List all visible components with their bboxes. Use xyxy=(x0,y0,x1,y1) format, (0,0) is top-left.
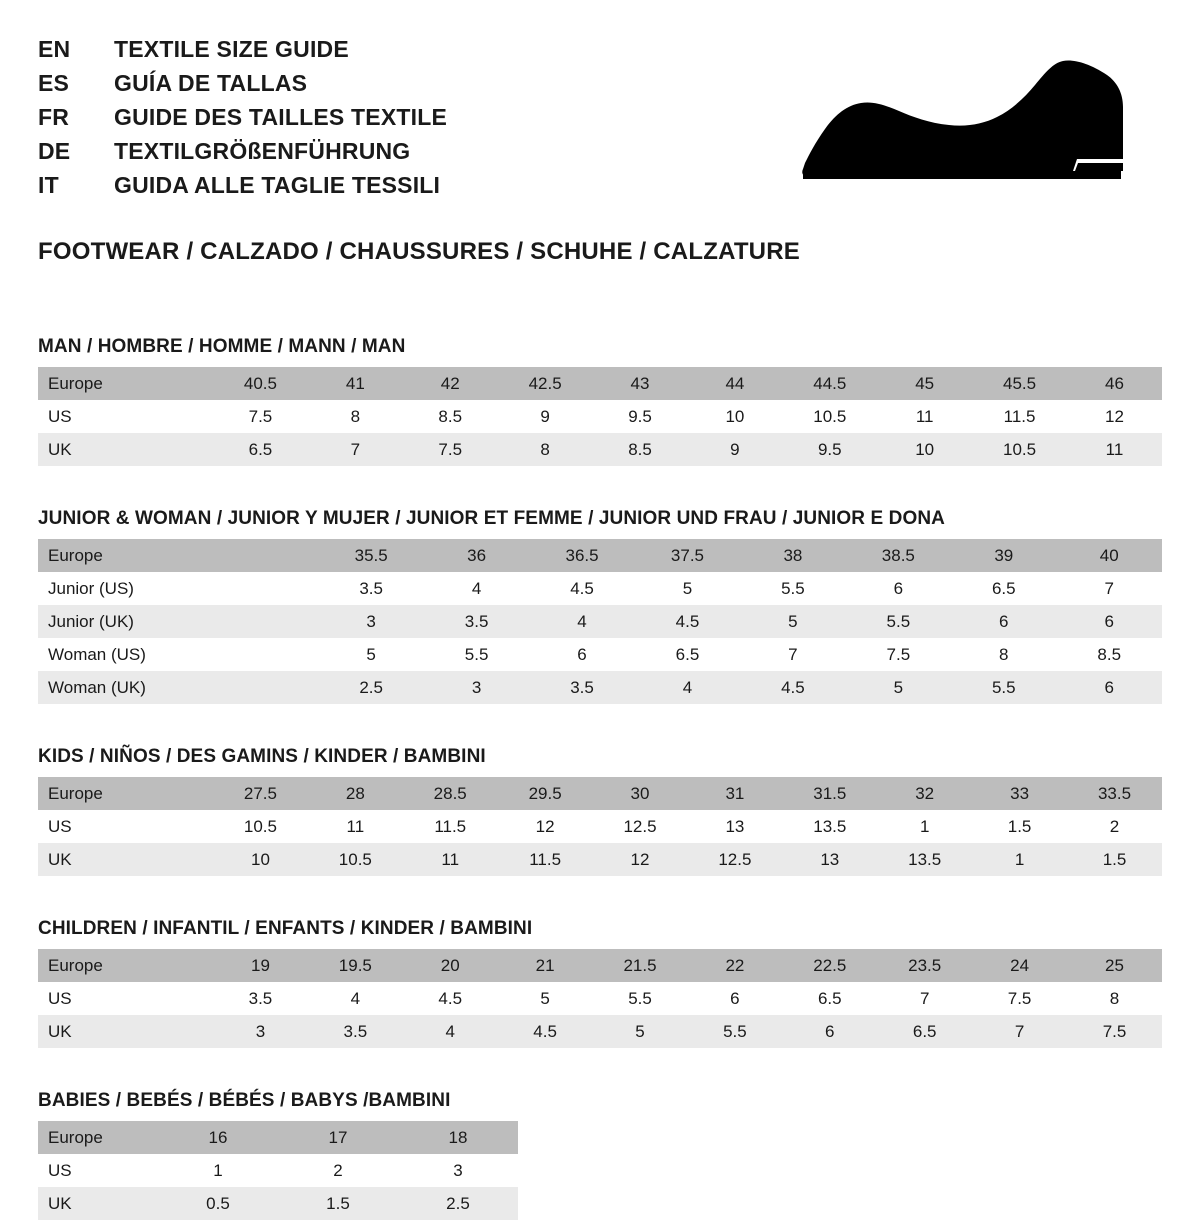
table-row xyxy=(38,433,1162,466)
language-title: GUÍA DE TALLAS xyxy=(114,70,308,96)
size-cell: 4 xyxy=(424,572,529,605)
size-cell: 40 xyxy=(1057,539,1163,572)
size-cell: 33.5 xyxy=(1067,777,1162,810)
row-label: UK xyxy=(38,1187,158,1220)
size-cell: 4 xyxy=(529,605,634,638)
size-table xyxy=(38,949,1162,1048)
table-row xyxy=(38,671,1162,704)
size-section-title: CHILDREN / INFANTIL / ENFANTS / KINDER / BAMBINI xyxy=(38,918,533,939)
size-cell: 6 xyxy=(529,638,634,671)
language-row xyxy=(38,36,447,63)
size-table xyxy=(38,777,1162,876)
row-label: Europe xyxy=(38,949,213,982)
size-cell: 3 xyxy=(398,1154,518,1187)
row-label: UK xyxy=(38,843,213,876)
size-cell: 44.5 xyxy=(782,367,877,400)
table-row xyxy=(38,1154,518,1187)
size-cell: 8.5 xyxy=(1057,638,1163,671)
language-code: ES xyxy=(38,70,70,96)
size-cell: 6.5 xyxy=(213,433,308,466)
table-row xyxy=(38,1121,518,1154)
size-cell: 6.5 xyxy=(782,982,877,1015)
size-cell: 13 xyxy=(687,810,782,843)
size-cell: 4 xyxy=(635,671,740,704)
row-label: UK xyxy=(38,1015,213,1048)
size-cell: 12 xyxy=(1067,400,1162,433)
size-cell: 44 xyxy=(687,367,782,400)
size-cell: 5 xyxy=(740,605,845,638)
size-cell: 1 xyxy=(158,1154,278,1187)
size-cell: 24 xyxy=(972,949,1067,982)
size-cell: 3.5 xyxy=(213,982,308,1015)
size-cell: 4.5 xyxy=(403,982,498,1015)
size-cell: 10 xyxy=(213,843,308,876)
size-cell: 39 xyxy=(951,539,1056,572)
language-row xyxy=(38,172,447,199)
row-label: US xyxy=(38,982,213,1015)
size-cell: 42.5 xyxy=(498,367,593,400)
size-cell: 31 xyxy=(687,777,782,810)
size-cell: 2.5 xyxy=(318,671,423,704)
row-label: Junior (UK) xyxy=(38,605,213,638)
size-cell: 40.5 xyxy=(213,367,308,400)
size-cell: 5.5 xyxy=(951,671,1056,704)
language-code: IT xyxy=(38,172,59,198)
size-cell: 12 xyxy=(498,810,593,843)
row-label: Europe xyxy=(38,539,213,572)
size-cell: 22 xyxy=(687,949,782,982)
size-cell: 10.5 xyxy=(213,810,308,843)
size-cell: 1.5 xyxy=(278,1187,398,1220)
table-row xyxy=(38,843,1162,876)
table-row xyxy=(38,539,1162,572)
table-row xyxy=(38,638,1162,671)
size-cell: 11 xyxy=(1067,433,1162,466)
size-cell: 45.5 xyxy=(972,367,1067,400)
size-cell: 3.5 xyxy=(308,1015,403,1048)
category-title: FOOTWEAR / CALZADO / CHAUSSURES / SCHUHE / CALZATURE xyxy=(38,238,800,265)
language-title: GUIDE DES TAILLES TEXTILE xyxy=(114,104,447,130)
size-table xyxy=(38,1121,518,1220)
size-cell: 5.5 xyxy=(687,1015,782,1048)
size-cell: 29.5 xyxy=(498,777,593,810)
size-cell: 5.5 xyxy=(740,572,845,605)
size-cell: 19 xyxy=(213,949,308,982)
language-title-list xyxy=(38,30,447,199)
table-row xyxy=(38,367,1162,400)
size-section-title: MAN / HOMBRE / HOMME / MANN / MAN xyxy=(38,336,406,357)
size-cell: 19.5 xyxy=(308,949,403,982)
size-cell: 13.5 xyxy=(782,810,877,843)
table-row xyxy=(38,777,1162,810)
size-cell: 33 xyxy=(972,777,1067,810)
size-cell: 35.5 xyxy=(318,539,423,572)
size-cell: 32 xyxy=(877,777,972,810)
size-cell: 12.5 xyxy=(687,843,782,876)
row-label: Europe xyxy=(38,367,213,400)
size-section-title: BABIES / BEBÉS / BÉBÉS / BABYS /BAMBINI xyxy=(38,1090,451,1111)
size-cell: 1.5 xyxy=(972,810,1067,843)
size-cell: 38 xyxy=(740,539,845,572)
size-cell: 6.5 xyxy=(635,638,740,671)
size-cell: 5 xyxy=(846,671,951,704)
size-cell: 4.5 xyxy=(740,671,845,704)
row-label: US xyxy=(38,810,213,843)
size-cell: 8 xyxy=(498,433,593,466)
size-cell: 4.5 xyxy=(529,572,634,605)
size-cell: 12.5 xyxy=(593,810,688,843)
size-cell: 18 xyxy=(398,1121,518,1154)
size-cell: 7 xyxy=(972,1015,1067,1048)
size-cell: 6 xyxy=(687,982,782,1015)
size-cell: 10.5 xyxy=(972,433,1067,466)
table-row xyxy=(38,605,1162,638)
size-cell: 1 xyxy=(972,843,1067,876)
size-cell xyxy=(213,605,318,638)
table-row xyxy=(38,982,1162,1015)
size-cell: 8.5 xyxy=(403,400,498,433)
language-code: DE xyxy=(38,138,71,164)
size-cell: 4 xyxy=(308,982,403,1015)
size-cell: 5.5 xyxy=(593,982,688,1015)
size-tables-container xyxy=(38,336,1162,1220)
size-cell: 11.5 xyxy=(498,843,593,876)
size-cell: 45 xyxy=(877,367,972,400)
size-cell: 21 xyxy=(498,949,593,982)
size-cell: 25 xyxy=(1067,949,1162,982)
size-cell: 28 xyxy=(308,777,403,810)
table-row xyxy=(38,949,1162,982)
size-cell: 7 xyxy=(308,433,403,466)
row-label: Junior (US) xyxy=(38,572,213,605)
size-cell: 3.5 xyxy=(318,572,423,605)
size-cell: 4.5 xyxy=(635,605,740,638)
size-section xyxy=(38,1090,1162,1220)
size-cell: 2 xyxy=(1067,810,1162,843)
size-cell: 30 xyxy=(593,777,688,810)
size-cell: 8.5 xyxy=(593,433,688,466)
row-label: UK xyxy=(38,433,213,466)
size-cell: 46 xyxy=(1067,367,1162,400)
size-cell: 5 xyxy=(318,638,423,671)
row-label: US xyxy=(38,1154,158,1187)
size-cell: 37.5 xyxy=(635,539,740,572)
size-cell: 23.5 xyxy=(877,949,972,982)
size-cell: 7.5 xyxy=(1067,1015,1162,1048)
size-cell: 11.5 xyxy=(403,810,498,843)
size-section xyxy=(38,918,1162,1048)
size-section xyxy=(38,508,1162,704)
size-cell: 16 xyxy=(158,1121,278,1154)
size-cell: 1 xyxy=(877,810,972,843)
size-cell: 4 xyxy=(403,1015,498,1048)
size-cell: 3 xyxy=(318,605,423,638)
dress-shoe-icon xyxy=(772,44,1132,204)
size-cell: 8 xyxy=(951,638,1056,671)
page-header xyxy=(38,30,1162,204)
language-title: GUIDA ALLE TAGLIE TESSILI xyxy=(114,172,441,198)
size-cell: 7 xyxy=(740,638,845,671)
size-cell: 6 xyxy=(951,605,1056,638)
row-label: Europe xyxy=(38,1121,158,1154)
size-cell: 2.5 xyxy=(398,1187,518,1220)
size-cell: 6.5 xyxy=(877,1015,972,1048)
size-cell: 42 xyxy=(403,367,498,400)
size-cell: 43 xyxy=(593,367,688,400)
size-section xyxy=(38,336,1162,466)
size-cell: 9 xyxy=(687,433,782,466)
size-cell: 3.5 xyxy=(529,671,634,704)
size-cell: 17 xyxy=(278,1121,398,1154)
size-cell: 31.5 xyxy=(782,777,877,810)
table-row xyxy=(38,810,1162,843)
size-cell: 11.5 xyxy=(972,400,1067,433)
size-cell xyxy=(213,638,318,671)
size-cell: 11 xyxy=(877,400,972,433)
size-cell: 10.5 xyxy=(308,843,403,876)
row-label: Woman (UK) xyxy=(38,671,213,704)
size-cell: 13.5 xyxy=(877,843,972,876)
size-section-title: KIDS / NIÑOS / DES GAMINS / KINDER / BAMBINI xyxy=(38,746,486,767)
size-cell: 6 xyxy=(1057,671,1163,704)
language-row xyxy=(38,104,447,131)
size-cell: 5 xyxy=(635,572,740,605)
size-cell: 38.5 xyxy=(846,539,951,572)
language-title: TEXTILE SIZE GUIDE xyxy=(114,36,349,62)
size-cell: 20 xyxy=(403,949,498,982)
size-cell: 7.5 xyxy=(846,638,951,671)
size-cell: 2 xyxy=(278,1154,398,1187)
size-cell: 7 xyxy=(1057,572,1163,605)
size-cell xyxy=(213,671,318,704)
size-cell: 6.5 xyxy=(951,572,1056,605)
row-label: Europe xyxy=(38,777,213,810)
size-cell: 10 xyxy=(687,400,782,433)
size-cell: 8 xyxy=(1067,982,1162,1015)
size-cell: 7.5 xyxy=(403,433,498,466)
size-cell: 9.5 xyxy=(593,400,688,433)
size-cell: 11 xyxy=(308,810,403,843)
size-cell: 5.5 xyxy=(846,605,951,638)
size-cell xyxy=(213,572,318,605)
size-cell: 5.5 xyxy=(424,638,529,671)
size-cell: 41 xyxy=(308,367,403,400)
size-cell: 7.5 xyxy=(972,982,1067,1015)
row-label: Woman (US) xyxy=(38,638,213,671)
size-cell: 21.5 xyxy=(593,949,688,982)
size-cell: 12 xyxy=(593,843,688,876)
size-table xyxy=(38,367,1162,466)
size-cell: 10.5 xyxy=(782,400,877,433)
size-cell xyxy=(213,539,318,572)
size-cell: 6 xyxy=(846,572,951,605)
row-label: US xyxy=(38,400,213,433)
size-cell: 5 xyxy=(498,982,593,1015)
size-cell: 7 xyxy=(877,982,972,1015)
size-cell: 4.5 xyxy=(498,1015,593,1048)
size-cell: 1.5 xyxy=(1067,843,1162,876)
size-cell: 6 xyxy=(1057,605,1163,638)
language-code: FR xyxy=(38,104,70,130)
size-cell: 36.5 xyxy=(529,539,634,572)
table-row xyxy=(38,1015,1162,1048)
size-section xyxy=(38,746,1162,876)
language-title: TEXTILGRÖßENFÜHRUNG xyxy=(114,138,411,164)
size-cell: 9 xyxy=(498,400,593,433)
size-cell: 28.5 xyxy=(403,777,498,810)
size-table xyxy=(38,539,1162,704)
size-cell: 8 xyxy=(308,400,403,433)
size-cell: 36 xyxy=(424,539,529,572)
size-cell: 6 xyxy=(782,1015,877,1048)
table-row xyxy=(38,1187,518,1220)
size-cell: 27.5 xyxy=(213,777,308,810)
size-cell: 22.5 xyxy=(782,949,877,982)
size-cell: 3.5 xyxy=(424,605,529,638)
size-cell: 7.5 xyxy=(213,400,308,433)
language-row xyxy=(38,138,447,165)
table-row xyxy=(38,572,1162,605)
size-cell: 13 xyxy=(782,843,877,876)
table-row xyxy=(38,400,1162,433)
size-cell: 3 xyxy=(213,1015,308,1048)
size-cell: 3 xyxy=(424,671,529,704)
size-cell: 0.5 xyxy=(158,1187,278,1220)
size-cell: 11 xyxy=(403,843,498,876)
language-code: EN xyxy=(38,36,71,62)
language-row xyxy=(38,70,447,97)
size-section-title: JUNIOR & WOMAN / JUNIOR Y MUJER / JUNIOR ET FEMME / JUNIOR UND FRAU / JUNIOR E DONA xyxy=(38,508,946,529)
size-cell: 5 xyxy=(593,1015,688,1048)
size-cell: 10 xyxy=(877,433,972,466)
size-cell: 9.5 xyxy=(782,433,877,466)
